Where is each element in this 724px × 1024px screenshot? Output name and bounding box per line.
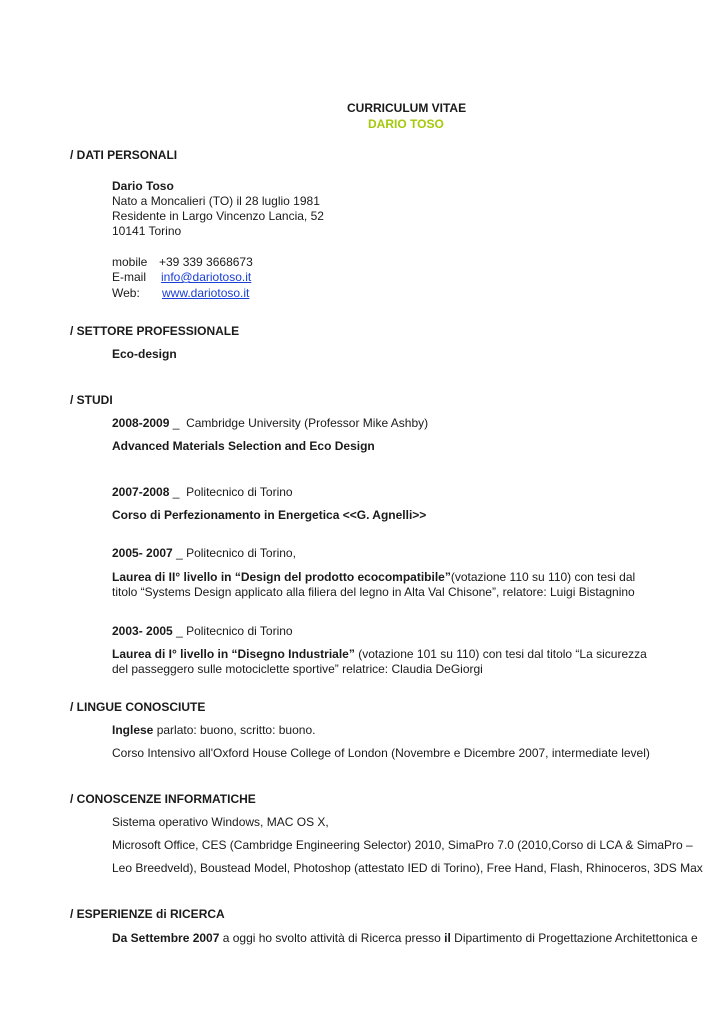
research-il: il	[444, 931, 451, 945]
web-link[interactable]: www.dariotoso.it	[162, 286, 250, 300]
section-heading-ricerca: / ESPERIENZE di RICERCA	[70, 907, 225, 921]
language-level: parlato: buono, scritto: buono.	[153, 723, 316, 737]
study-entry-header	[112, 546, 296, 561]
it-software-line1: Microsoft Office, CES (Cambridge Engineering Selector) 2010, SimaPro 7.0 (2010,Corso di LCA & SimaPro –	[112, 838, 693, 852]
degree-title: Laurea di II° livello in “Design del prodotto ecocompatibile”	[112, 570, 451, 584]
section-heading-dati-personali: / DATI PERSONALI	[70, 148, 178, 162]
study-separator: _	[172, 546, 187, 560]
language-course: Corso Intensivo all'Oxford House College of London (Novembre e Dicembre 2007, intermediate level)	[112, 746, 650, 760]
language-line	[112, 723, 315, 738]
study-separator: _	[169, 416, 187, 430]
document-title: CURRICULUM VITAE	[347, 101, 467, 115]
language-name: Inglese	[112, 723, 154, 737]
section-heading-lingue: / LINGUE CONOSCIUTE	[70, 700, 206, 714]
email-label: E-mail	[112, 270, 147, 284]
study-institution: Politecnico di Torino	[186, 485, 293, 499]
study-entry-header	[112, 485, 293, 500]
study-years: 2003- 2005	[112, 624, 173, 638]
section-heading-studi: / STUDI	[70, 393, 113, 407]
study-degree	[112, 647, 657, 677]
address-line: Residente in Largo Vincenzo Lancia, 52	[112, 209, 324, 223]
mobile-value: +39 339 3668673	[159, 255, 253, 269]
web-label: Web:	[112, 286, 140, 300]
header-name: DARIO TOSO	[368, 117, 444, 131]
study-title: Corso di Perfezionamento in Energetica <<G. Agnelli>>	[112, 508, 427, 522]
study-degree	[112, 570, 657, 600]
it-os: Sistema operativo Windows, MAC OS X,	[112, 815, 329, 829]
email-link[interactable]: info@dariotoso.it	[161, 270, 252, 284]
study-institution: Politecnico di Torino,	[186, 546, 296, 560]
study-separator: _	[172, 624, 187, 638]
it-software-line2: Leo Breedveld), Boustead Model, Photoshop (attestato IED di Torino), Free Hand, Flash, Rhinoceros, 3DS Max	[112, 861, 703, 875]
settore-value: Eco-design	[112, 347, 177, 361]
study-separator: _	[169, 485, 187, 499]
city-line: 10141 Torino	[112, 224, 182, 238]
study-institution: Politecnico di Torino	[186, 624, 293, 638]
mobile-label: mobile	[112, 255, 148, 269]
study-entry-header	[112, 416, 428, 431]
degree-title: Laurea di I° livello in “Disegno Industriale”	[112, 647, 355, 661]
research-line	[112, 931, 698, 946]
person-name: Dario Toso	[112, 179, 174, 193]
research-department: Dipartimento di Progettazione Architettonica e	[450, 931, 698, 945]
research-start: Da Settembre 2007	[112, 931, 220, 945]
study-years: 2007-2008	[112, 485, 170, 499]
study-years: 2005- 2007	[112, 546, 173, 560]
degree-details: (votazione 101 su 110) con tesi dal titolo “La sicurezza del passeggero sulle motociclette sportive” relatrice: Claudia DeGiorgi	[112, 647, 647, 676]
section-heading-informatica: / CONOSCENZE INFORMATICHE	[70, 792, 256, 806]
study-institution: Cambridge University (Professor Mike Ashby)	[186, 416, 429, 430]
section-heading-settore: / SETTORE PROFESSIONALE	[70, 324, 240, 338]
research-text: a oggi ho svolto attività di Ricerca presso	[219, 931, 445, 945]
study-entry-header	[112, 624, 293, 639]
birth-info: Nato a Moncalieri (TO) il 28 luglio 1981	[112, 194, 320, 208]
degree-details: (votazione 110 su 110) con tesi dal titolo “Systems Design applicato alla filiera del legno in Alta Val Chisone”, relatore: Luigi Bistagnino	[112, 570, 636, 599]
study-years: 2008-2009	[112, 416, 170, 430]
study-title: Advanced Materials Selection and Eco Design	[112, 439, 375, 453]
